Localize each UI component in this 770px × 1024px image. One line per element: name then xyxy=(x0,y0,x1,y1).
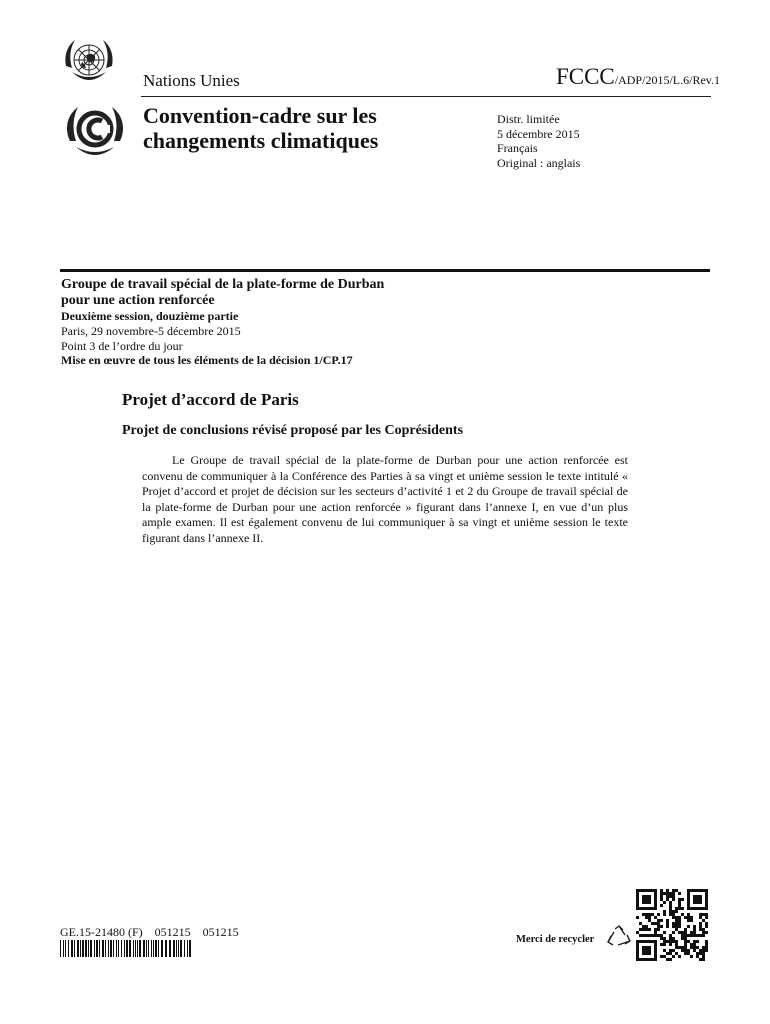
symbol-suffix: /ADP/2015/L.6/Rev.1 xyxy=(614,73,720,87)
session-line: Deuxième session, douzième partie xyxy=(61,309,239,323)
convention-title-line2: changements climatiques xyxy=(143,128,379,153)
document-title: Projet d’accord de Paris xyxy=(122,390,299,409)
agenda-item-line: Point 3 de l’ordre du jour xyxy=(61,338,183,353)
recycle-icon xyxy=(606,924,632,950)
agenda-title-line: Mise en œuvre de tous les éléments de la décision 1/CP.17 xyxy=(61,353,353,368)
recycle-text: Merci de recycler xyxy=(516,934,595,945)
document-subtitle: Projet de conclusions révisé proposé par les Coprésidents xyxy=(122,423,464,438)
language-line: Français xyxy=(497,141,538,155)
section-rule xyxy=(60,269,710,272)
convention-title-line1: Convention-cadre sur les xyxy=(143,103,377,128)
organization-name: Nations Unies xyxy=(143,71,240,90)
convention-title xyxy=(143,103,378,153)
header-rule xyxy=(141,96,711,97)
document-symbol xyxy=(556,64,720,90)
distribution-info xyxy=(497,112,580,170)
symbol-main: FCCC xyxy=(555,64,615,89)
un-emblem-icon xyxy=(60,36,118,88)
qr-code-icon xyxy=(636,889,708,961)
original-language-line: Original : anglais xyxy=(497,155,581,170)
meeting-block xyxy=(61,277,384,368)
group-title-line2: pour une action renforcée xyxy=(61,293,215,308)
place-date-line: Paris, 29 novembre-5 décembre 2015 xyxy=(61,323,241,338)
job-number: GE.15-21480 (F) 051215 051215 xyxy=(60,925,239,939)
distribution-line: Distr. limitée xyxy=(497,112,560,126)
unfccc-logo-icon xyxy=(62,101,128,161)
body-paragraph: Le Groupe de travail spécial de la plate-forme de Durban pour une action renforcée est convenu de communiquer à la Conférence des Parties à sa vingt et unième session le texte intitulé « Projet d’accord et projet de décision sur les secteurs d’activité 1 et 2 du Groupe de travail spécial de la plate-forme de Durban pour une action renforcée » figurant dans l’annexe I, en vue d’un plus ample examen. Il est également convenu de lui communiquer à sa vingt et unième session le texte figurant dans l’annexe II. xyxy=(142,453,628,545)
barcode-icon xyxy=(60,940,192,957)
group-title-line1: Groupe de travail spécial de la plate-forme de Durban xyxy=(61,277,385,292)
date-line: 5 décembre 2015 xyxy=(497,126,580,141)
